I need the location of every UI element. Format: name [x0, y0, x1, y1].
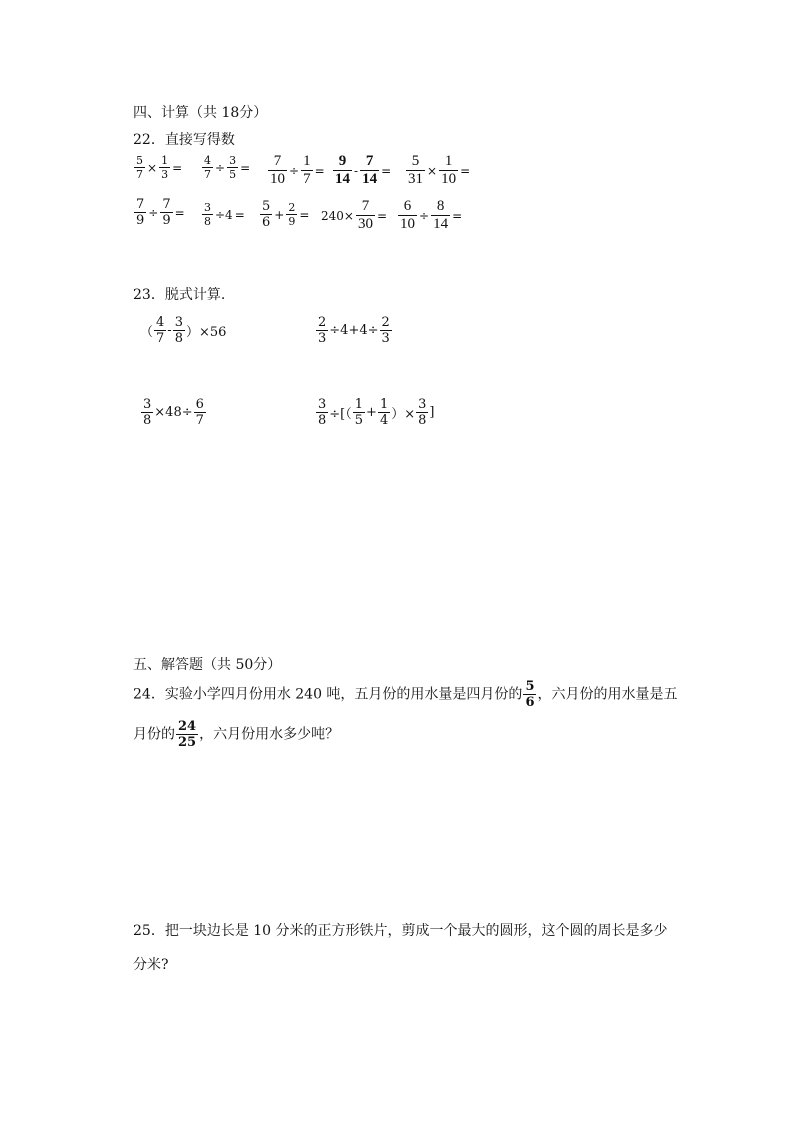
fraction: $\frac{3}{5}$ [229, 154, 237, 181]
q23-expression-4: $\frac{3}{8}$ ÷[（ $\frac{1}{5}$ + $\frac{1}{4}$ ）× $\frac{3}{8}$ ] [318, 397, 435, 428]
question-22-label: 22．直接写得数 [133, 132, 235, 148]
fraction: $\frac{1}{3}$ [161, 154, 169, 181]
q22-item-7: $\frac{3}{8}$ ÷4 = [204, 201, 245, 228]
section-5-title: 五、解答题（共 50分） [133, 657, 282, 673]
q22-item-9: 240× $\frac{7}{30}$ = [321, 198, 388, 232]
q22-item-10: $\frac{6}{10}$ ÷ $\frac{8}{14}$ = [400, 198, 463, 232]
fraction: $\frac{5}{7}$ [136, 154, 143, 181]
fraction: $\frac{6}{10}$ [400, 198, 415, 232]
fraction: $\frac{6}{7}$ [195, 397, 204, 428]
q22-item-8: $\frac{5}{6}$ + $\frac{2}{9}$ = [262, 199, 310, 230]
q22-item-1: $\frac{5}{7}$ × $\frac{1}{3}$ = [136, 154, 183, 181]
fraction: $\frac{9}{14}$ [335, 153, 350, 187]
fraction: $\frac{7}{10}$ [270, 153, 285, 187]
q23-expression-3: $\frac{3}{8}$ ×48÷ $\frac{6}{7}$ [143, 397, 204, 428]
fraction: $\frac{5}{6}$ [262, 199, 271, 230]
question-25-line-2: 分米? [133, 957, 169, 973]
fraction: $\frac{7}{9}$ [136, 197, 145, 228]
fraction: $\frac{4}{7}$ [204, 154, 211, 181]
q23-expression-1: （ $\frac{4}{7}$ - $\frac{3}{8}$ ）×56 [140, 315, 227, 346]
question-24-line-1: 24．实验小学四月份用水 240 吨，五月份的用水量是四月份的 $\frac{5}{6}$ ，六月份的用水量是五 [133, 679, 678, 710]
fraction: $\frac{3}{8}$ [318, 397, 327, 428]
fraction: $\frac{1}{7}$ [303, 153, 311, 187]
q22-item-3: $\frac{7}{10}$ ÷ $\frac{1}{7}$ = [270, 153, 325, 187]
fraction: $\frac{4}{7}$ [156, 315, 165, 346]
q22-item-4: $\frac{9}{14}$ - $\frac{7}{14}$ = [335, 153, 392, 187]
question-23-label: 23．脱式计算. [133, 287, 226, 303]
fraction: $\frac{2}{3}$ [318, 315, 327, 346]
q22-item-5: $\frac{5}{31}$ × $\frac{1}{10}$ = [408, 153, 471, 187]
fraction: $\frac{1}{4}$ [379, 397, 389, 428]
fraction: $\frac{3}{8}$ [174, 315, 183, 346]
fraction: $\frac{3}{8}$ [204, 201, 211, 228]
question-25-line-1: 25．把一块边长是 10 分米的正方形铁片，剪成一个最大的圆形，这个圆的周长是多少 [133, 923, 668, 939]
question-24-line-2: 月份的 $\frac{24}{25}$ ，六月份用水多少吨？ [133, 719, 340, 750]
fraction: $\frac{3}{8}$ [418, 397, 427, 428]
q22-item-2: $\frac{4}{7}$ ÷ $\frac{3}{5}$ = [204, 154, 251, 181]
section-4-title: 四、计算（共 18分） [133, 105, 268, 121]
fraction: $\frac{1}{10}$ [441, 153, 457, 187]
fraction: $\frac{5}{31}$ [408, 153, 423, 187]
fraction: $\frac{7}{9}$ [162, 197, 171, 228]
fraction: $\frac{24}{25}$ [178, 719, 197, 750]
fraction: $\frac{2}{3}$ [381, 315, 390, 346]
fraction: $\frac{3}{8}$ [143, 397, 152, 428]
q23-expression-2: $\frac{2}{3}$ ÷4+4÷ $\frac{2}{3}$ [318, 315, 390, 346]
fraction: $\frac{1}{5}$ [354, 397, 364, 428]
fraction: $\frac{5}{6}$ [525, 679, 535, 710]
fraction: $\frac{8}{14}$ [433, 198, 449, 232]
fraction: $\frac{7}{30}$ [357, 198, 373, 232]
q22-item-6: $\frac{7}{9}$ ÷ $\frac{7}{9}$ = [136, 197, 185, 228]
fraction: $\frac{7}{14}$ [362, 153, 378, 187]
fraction: $\frac{2}{9}$ [288, 201, 296, 228]
